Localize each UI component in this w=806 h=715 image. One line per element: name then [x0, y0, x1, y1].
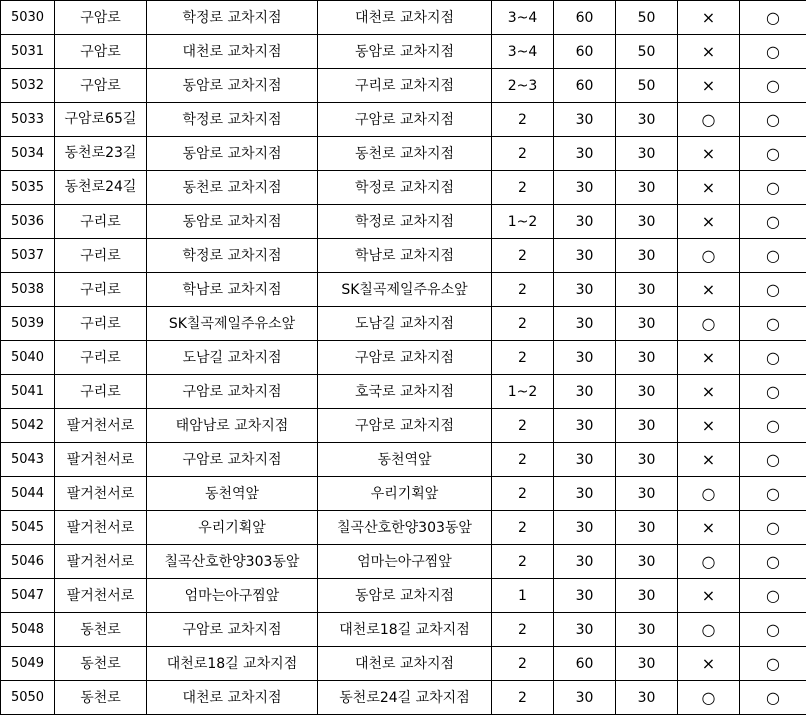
cell-road: 구리로 [55, 239, 147, 273]
cell-speed-b: 30 [616, 239, 678, 273]
cell-no: 5040 [1, 341, 55, 375]
cell-mark-b: ○ [740, 1, 806, 35]
cell-speed-b: 30 [616, 681, 678, 715]
table-row [1, 647, 806, 681]
cell-start: 동천역앞 [147, 477, 318, 511]
cell-speed-a: 30 [554, 511, 616, 545]
cell-road: 구암로65길 [55, 103, 147, 137]
cell-end: 엄마는아구찜앞 [318, 545, 492, 579]
cell-speed-b: 50 [616, 1, 678, 35]
cell-mark-a: × [678, 443, 740, 477]
cell-lanes: 2 [492, 443, 554, 477]
cell-no: 5044 [1, 477, 55, 511]
cell-lanes: 2 [492, 511, 554, 545]
cell-end: 호국로 교차지점 [318, 375, 492, 409]
cell-mark-b: ○ [740, 35, 806, 69]
cell-start: 동암로 교차지점 [147, 137, 318, 171]
cell-no: 5046 [1, 545, 55, 579]
cell-mark-a: × [678, 409, 740, 443]
cell-no: 5036 [1, 205, 55, 239]
cell-end: 구암로 교차지점 [318, 409, 492, 443]
cell-lanes: 2 [492, 239, 554, 273]
cell-mark-b: ○ [740, 103, 806, 137]
cell-mark-b: ○ [740, 511, 806, 545]
table-row [1, 307, 806, 341]
cell-mark-a: × [678, 511, 740, 545]
cell-speed-b: 30 [616, 103, 678, 137]
cell-start: 학정로 교차지점 [147, 103, 318, 137]
cell-mark-b: ○ [740, 171, 806, 205]
cell-speed-b: 30 [616, 137, 678, 171]
cell-speed-b: 30 [616, 443, 678, 477]
cell-speed-b: 50 [616, 69, 678, 103]
cell-mark-b: ○ [740, 579, 806, 613]
table-row [1, 239, 806, 273]
cell-no: 5039 [1, 307, 55, 341]
cell-speed-b: 30 [616, 307, 678, 341]
cell-road: 구리로 [55, 205, 147, 239]
table-row [1, 579, 806, 613]
cell-mark-b: ○ [740, 477, 806, 511]
cell-speed-a: 60 [554, 69, 616, 103]
cell-road: 동천로24길 [55, 171, 147, 205]
cell-mark-b: ○ [740, 681, 806, 715]
cell-mark-b: ○ [740, 409, 806, 443]
cell-road: 구리로 [55, 307, 147, 341]
cell-speed-a: 30 [554, 613, 616, 647]
cell-lanes: 2 [492, 545, 554, 579]
cell-no: 5038 [1, 273, 55, 307]
cell-end: 동천로24길 교차지점 [318, 681, 492, 715]
cell-start: 구암로 교차지점 [147, 375, 318, 409]
cell-mark-a: × [678, 1, 740, 35]
cell-lanes: 2 [492, 477, 554, 511]
cell-no: 5043 [1, 443, 55, 477]
cell-road: 구리로 [55, 375, 147, 409]
cell-start: 구암로 교차지점 [147, 443, 318, 477]
cell-road: 팔거천서로 [55, 443, 147, 477]
cell-no: 5034 [1, 137, 55, 171]
cell-speed-a: 30 [554, 375, 616, 409]
cell-end: 학정로 교차지점 [318, 171, 492, 205]
cell-speed-b: 30 [616, 579, 678, 613]
cell-speed-a: 30 [554, 307, 616, 341]
cell-end: 동암로 교차지점 [318, 35, 492, 69]
cell-mark-a: × [678, 205, 740, 239]
table-row [1, 137, 806, 171]
cell-road: 팔거천서로 [55, 579, 147, 613]
cell-mark-a: × [678, 647, 740, 681]
cell-speed-b: 30 [616, 613, 678, 647]
cell-road: 동천로 [55, 613, 147, 647]
cell-start: SK칠곡제일주유소앞 [147, 307, 318, 341]
cell-speed-a: 60 [554, 647, 616, 681]
cell-speed-b: 30 [616, 477, 678, 511]
cell-start: 학정로 교차지점 [147, 239, 318, 273]
cell-start: 학남로 교차지점 [147, 273, 318, 307]
cell-no: 5041 [1, 375, 55, 409]
cell-road: 팔거천서로 [55, 409, 147, 443]
cell-speed-a: 30 [554, 477, 616, 511]
cell-end: 대천로 교차지점 [318, 647, 492, 681]
cell-start: 동천로 교차지점 [147, 171, 318, 205]
cell-speed-a: 30 [554, 205, 616, 239]
cell-start: 칠곡산호한양303동앞 [147, 545, 318, 579]
cell-end: 구암로 교차지점 [318, 341, 492, 375]
cell-speed-b: 30 [616, 273, 678, 307]
cell-lanes: 2 [492, 613, 554, 647]
cell-mark-b: ○ [740, 307, 806, 341]
cell-mark-a: × [678, 341, 740, 375]
table-body [1, 1, 806, 715]
cell-speed-a: 30 [554, 341, 616, 375]
cell-speed-a: 30 [554, 239, 616, 273]
cell-end: 도남길 교차지점 [318, 307, 492, 341]
table-row [1, 1, 806, 35]
cell-speed-b: 30 [616, 409, 678, 443]
cell-start: 동암로 교차지점 [147, 205, 318, 239]
cell-road: 구리로 [55, 341, 147, 375]
cell-start: 태암남로 교차지점 [147, 409, 318, 443]
cell-end: 대천로18길 교차지점 [318, 613, 492, 647]
table-row [1, 681, 806, 715]
cell-start: 대천로 교차지점 [147, 681, 318, 715]
table-row [1, 205, 806, 239]
table-row [1, 273, 806, 307]
cell-mark-b: ○ [740, 443, 806, 477]
cell-end: 우리기획앞 [318, 477, 492, 511]
cell-no: 5045 [1, 511, 55, 545]
cell-lanes: 2 [492, 341, 554, 375]
cell-mark-a: × [678, 35, 740, 69]
table-row [1, 35, 806, 69]
cell-road: 구리로 [55, 273, 147, 307]
cell-road: 구암로 [55, 69, 147, 103]
cell-mark-b: ○ [740, 137, 806, 171]
cell-speed-a: 30 [554, 579, 616, 613]
table-row [1, 477, 806, 511]
cell-speed-a: 30 [554, 409, 616, 443]
cell-mark-a: ○ [678, 545, 740, 579]
cell-mark-a: ○ [678, 613, 740, 647]
table-row [1, 103, 806, 137]
cell-end: 학남로 교차지점 [318, 239, 492, 273]
cell-lanes: 2 [492, 137, 554, 171]
cell-start: 학정로 교차지점 [147, 1, 318, 35]
cell-mark-b: ○ [740, 341, 806, 375]
cell-speed-a: 30 [554, 103, 616, 137]
cell-speed-a: 30 [554, 545, 616, 579]
cell-road: 동천로23길 [55, 137, 147, 171]
cell-end: 동암로 교차지점 [318, 579, 492, 613]
cell-mark-a: ○ [678, 103, 740, 137]
cell-no: 5049 [1, 647, 55, 681]
table-row [1, 171, 806, 205]
cell-speed-a: 60 [554, 35, 616, 69]
cell-lanes: 2 [492, 171, 554, 205]
cell-mark-a: × [678, 579, 740, 613]
cell-speed-a: 30 [554, 171, 616, 205]
cell-mark-a: × [678, 273, 740, 307]
cell-road: 구암로 [55, 35, 147, 69]
cell-mark-b: ○ [740, 273, 806, 307]
cell-start: 구암로 교차지점 [147, 613, 318, 647]
cell-start: 대천로18길 교차지점 [147, 647, 318, 681]
cell-lanes: 1 [492, 579, 554, 613]
table-row [1, 511, 806, 545]
table-row [1, 409, 806, 443]
cell-no: 5030 [1, 1, 55, 35]
cell-lanes: 2 [492, 409, 554, 443]
cell-lanes: 3~4 [492, 1, 554, 35]
cell-road: 팔거천서로 [55, 545, 147, 579]
cell-speed-a: 30 [554, 443, 616, 477]
cell-mark-a: ○ [678, 239, 740, 273]
cell-mark-a: × [678, 171, 740, 205]
cell-start: 엄마는아구찜앞 [147, 579, 318, 613]
cell-mark-b: ○ [740, 647, 806, 681]
cell-mark-a: × [678, 375, 740, 409]
cell-lanes: 1~2 [492, 205, 554, 239]
cell-start: 동암로 교차지점 [147, 69, 318, 103]
cell-speed-b: 30 [616, 171, 678, 205]
cell-mark-a: × [678, 137, 740, 171]
cell-lanes: 2 [492, 647, 554, 681]
cell-speed-b: 30 [616, 375, 678, 409]
table-row [1, 443, 806, 477]
table-row [1, 613, 806, 647]
table-row [1, 375, 806, 409]
cell-end: SK칠곡제일주유소앞 [318, 273, 492, 307]
cell-mark-a: × [678, 69, 740, 103]
cell-mark-b: ○ [740, 545, 806, 579]
table-row [1, 545, 806, 579]
cell-end: 칠곡산호한양303동앞 [318, 511, 492, 545]
cell-road: 동천로 [55, 681, 147, 715]
cell-speed-a: 30 [554, 681, 616, 715]
cell-no: 5047 [1, 579, 55, 613]
cell-no: 5037 [1, 239, 55, 273]
cell-end: 대천로 교차지점 [318, 1, 492, 35]
cell-road: 구암로 [55, 1, 147, 35]
cell-lanes: 2 [492, 103, 554, 137]
cell-mark-b: ○ [740, 613, 806, 647]
cell-end: 구암로 교차지점 [318, 103, 492, 137]
cell-no: 5031 [1, 35, 55, 69]
cell-end: 동천로 교차지점 [318, 137, 492, 171]
cell-mark-a: ○ [678, 307, 740, 341]
cell-no: 5048 [1, 613, 55, 647]
cell-speed-b: 30 [616, 545, 678, 579]
cell-mark-b: ○ [740, 375, 806, 409]
cell-mark-a: ○ [678, 477, 740, 511]
cell-speed-b: 50 [616, 35, 678, 69]
cell-lanes: 2 [492, 273, 554, 307]
cell-lanes: 3~4 [492, 35, 554, 69]
cell-mark-a: ○ [678, 681, 740, 715]
cell-no: 5032 [1, 69, 55, 103]
cell-start: 대천로 교차지점 [147, 35, 318, 69]
cell-no: 5050 [1, 681, 55, 715]
cell-start: 우리기획앞 [147, 511, 318, 545]
table-row [1, 69, 806, 103]
cell-lanes: 1~2 [492, 375, 554, 409]
cell-road: 팔거천서로 [55, 511, 147, 545]
cell-no: 5033 [1, 103, 55, 137]
cell-no: 5042 [1, 409, 55, 443]
cell-speed-a: 60 [554, 1, 616, 35]
cell-speed-a: 30 [554, 273, 616, 307]
cell-speed-b: 30 [616, 205, 678, 239]
cell-mark-b: ○ [740, 205, 806, 239]
cell-lanes: 2 [492, 307, 554, 341]
cell-start: 도남길 교차지점 [147, 341, 318, 375]
cell-end: 학정로 교차지점 [318, 205, 492, 239]
table-row [1, 341, 806, 375]
cell-end: 동천역앞 [318, 443, 492, 477]
cell-speed-b: 30 [616, 647, 678, 681]
cell-lanes: 2~3 [492, 69, 554, 103]
cell-mark-b: ○ [740, 69, 806, 103]
cell-speed-b: 30 [616, 511, 678, 545]
cell-road: 팔거천서로 [55, 477, 147, 511]
cell-road: 동천로 [55, 647, 147, 681]
cell-lanes: 2 [492, 681, 554, 715]
cell-end: 구리로 교차지점 [318, 69, 492, 103]
cell-speed-a: 30 [554, 137, 616, 171]
cell-mark-b: ○ [740, 239, 806, 273]
cell-no: 5035 [1, 171, 55, 205]
cell-speed-b: 30 [616, 341, 678, 375]
